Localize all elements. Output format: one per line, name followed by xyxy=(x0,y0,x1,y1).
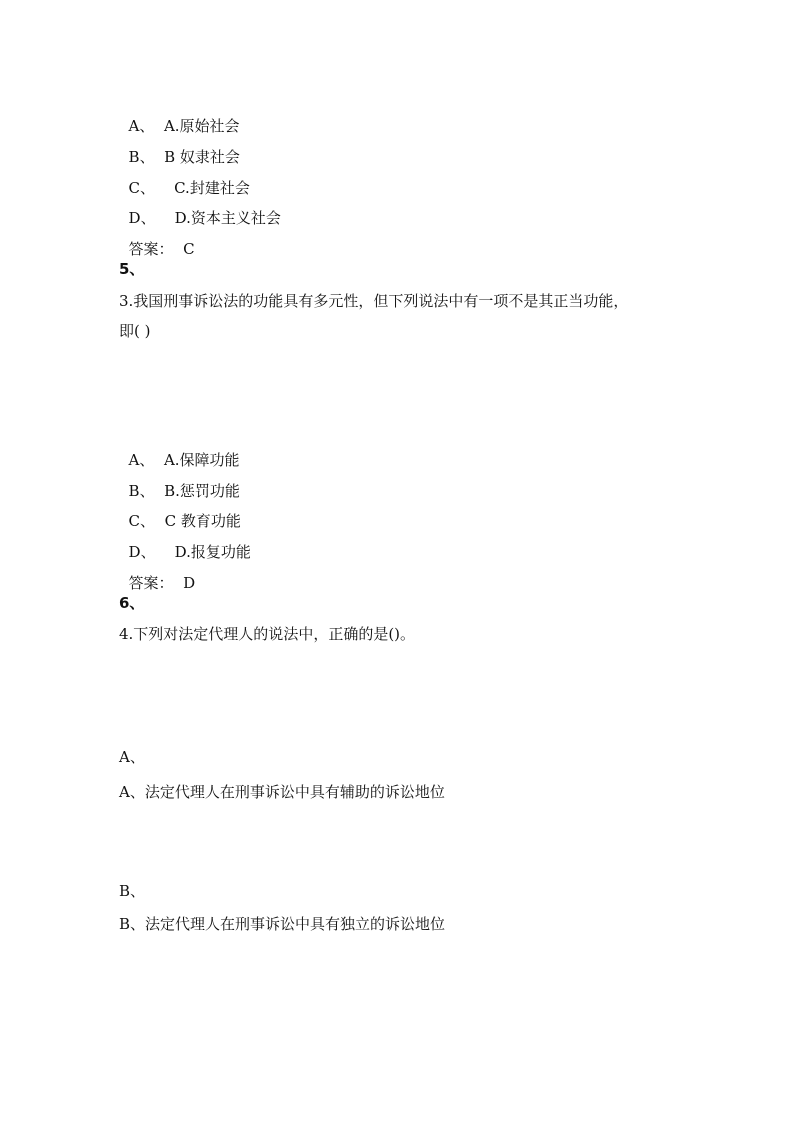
q5-option-c-text: C 教育功能 xyxy=(164,512,241,530)
q5-answer xyxy=(119,553,195,593)
q6-option-b-text: B、法定代理人在刑事诉讼中具有独立的诉讼地位 xyxy=(119,915,446,933)
q4-option-b-text: B 奴隶社会 xyxy=(164,148,240,166)
q4-answer-label: 答案： xyxy=(128,240,174,258)
q4-option-d-letter: D、 xyxy=(128,209,156,227)
q5-answer-label: 答案： xyxy=(128,574,174,592)
q4-option-a-text: A.原始社会 xyxy=(163,117,240,135)
q4-option-c-text: C.封建社会 xyxy=(174,179,250,197)
q5-option-b-letter: B、 xyxy=(128,482,155,500)
q6-number: 6、 xyxy=(119,594,145,612)
q4-option-a-letter: A、 xyxy=(128,117,155,135)
q5-number: 5、 xyxy=(119,260,145,278)
q6-stem: 4.下列对法定代理人的说法中，正确的是()。 xyxy=(119,625,416,643)
q4-answer xyxy=(119,219,195,259)
q5-option-a-text: A.保障功能 xyxy=(163,451,240,469)
q4-option-d-text: D.资本主义社会 xyxy=(174,209,281,227)
q4-option-c-letter: C、 xyxy=(128,179,156,197)
q5-option-c-letter: C、 xyxy=(128,512,156,530)
q5-option-d-letter: D、 xyxy=(128,543,156,561)
q5-option-a-letter: A、 xyxy=(128,451,155,469)
q4-option-b-letter: B、 xyxy=(128,148,155,166)
q5-answer-value: D xyxy=(183,574,196,592)
q5-stem-line1: 3.我国刑事诉讼法的功能具有多元性，但下列说法中有一项不是其正当功能， xyxy=(119,292,629,310)
q6-option-b-letter: B、 xyxy=(119,882,146,900)
q4-answer-value: C xyxy=(183,240,195,258)
q5-stem-line2: 即( ) xyxy=(119,322,151,340)
q5-option-d-text: D.报复功能 xyxy=(174,543,251,561)
q5-option-b-text: B.惩罚功能 xyxy=(164,482,240,500)
q6-option-a-text: A、法定代理人在刑事诉讼中具有辅助的诉讼地位 xyxy=(119,783,445,801)
q6-option-a-letter: A、 xyxy=(119,748,145,766)
